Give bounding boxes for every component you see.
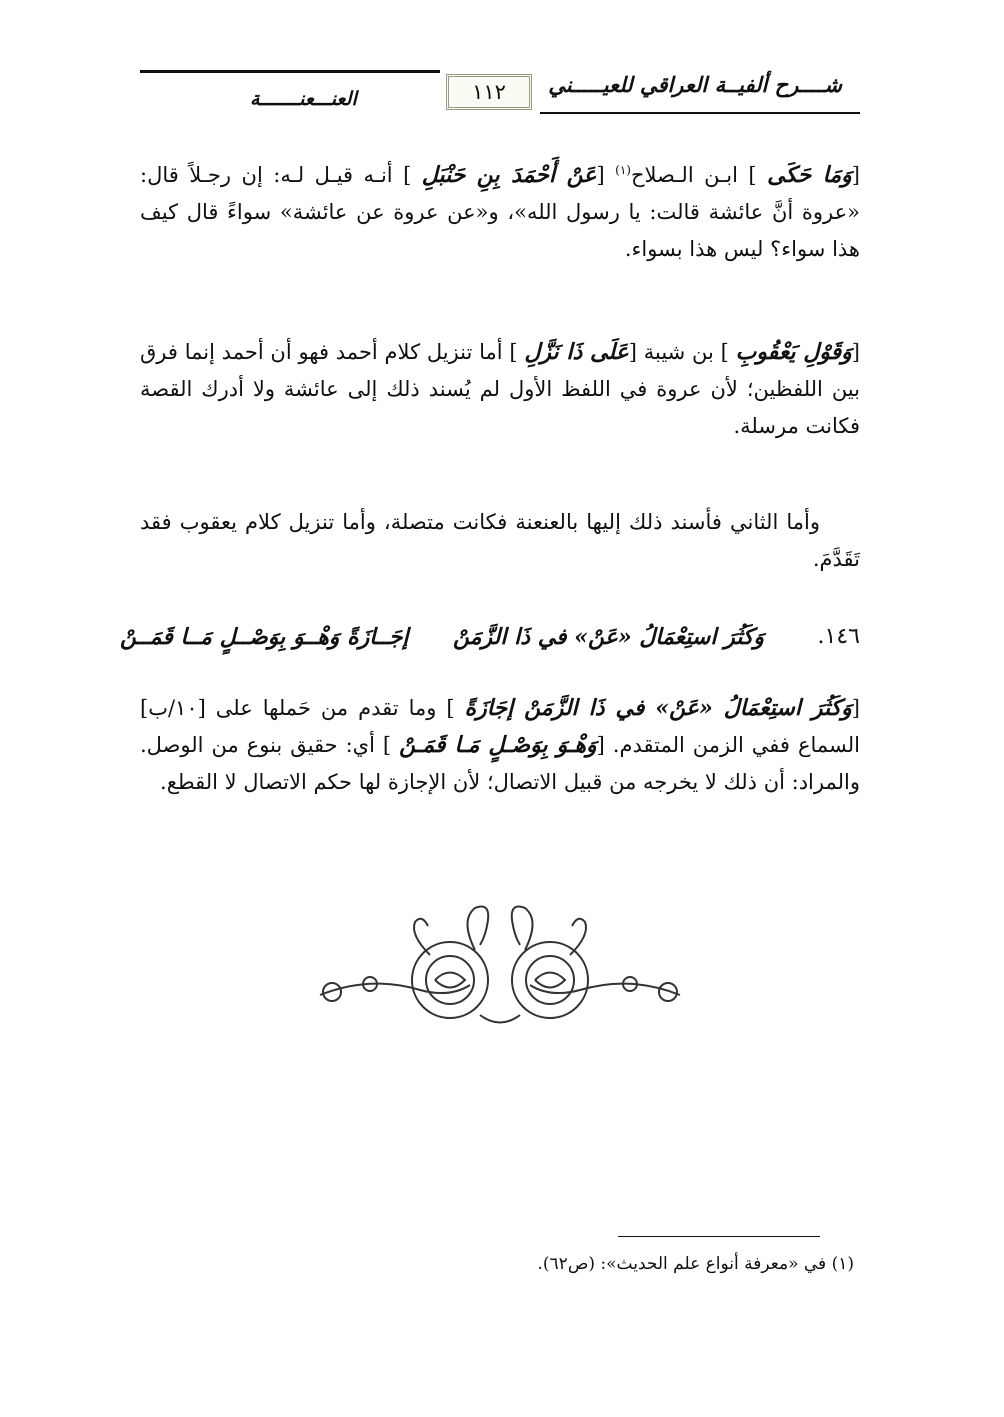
verse-quote: وَكَثُرَ استِعْمَالُ «عَنْ» في ذَا الزَّمَنْ إجَازَةً bbox=[464, 695, 852, 721]
page-header bbox=[140, 68, 860, 118]
verse-number: ١٤٦. bbox=[817, 624, 860, 649]
header-rule-left bbox=[140, 70, 440, 73]
paragraph-4: [وَكَثُرَ استِعْمَالُ «عَنْ» في ذَا الزَّمَنْ إجَازَةً ] وما تقدم من حَملها على [١٠/ب] السماع ففي الزمن المتقدم. [وَهْـوَ بِوَصْـلٍ مَـا قَمَـنْ ] أي: حقيق بنوع من الوصل. والمراد: أن ذلك لا يخرجه من قبيل الاتصال؛ لأن الإجازة لها حكم الاتصال لا القطع. bbox=[140, 695, 860, 794]
verse-quote: عَلَى ذَا نَزَّلِ bbox=[524, 339, 629, 365]
running-chapter-title: العنـــعنـــــــة bbox=[250, 88, 357, 110]
verse-line bbox=[120, 624, 860, 664]
footnote-marker: (١) bbox=[615, 163, 631, 177]
header-rule-right bbox=[540, 112, 860, 114]
paragraph-1: [وَمَا حَكَى ] ابـن الـصلاح$^{(١)}$ [عَنْ أَحْمَدَ بِنِ حَنْبَلِ ] أنـه قيـل لـه: إن رجـلاً قال: «عروة أنَّ عائشة قالت: يا رسول الله»، و«عن عروة عن عائشة» سواءً قال كيف هذا سواء؟ ليس هذا بسواء. bbox=[140, 162, 860, 261]
page-number: ١١٢ bbox=[446, 74, 532, 110]
footnote: (١) في «معرفة أنواع علم الحديث»: (ص٦٢). bbox=[537, 1254, 854, 1274]
verse-first-hemistich: وَكَثُرَ استِعْمَالُ «عَنْ» في ذَا الزَّمَنْ bbox=[453, 624, 764, 650]
verse-quote: عَنْ أَحْمَدَ بِنِ حَنْبَلِ bbox=[421, 162, 597, 188]
verse-quote: وَقَوْلِ يَعْقُوبِ bbox=[735, 339, 852, 365]
verse-quote: وَمَا حَكَى bbox=[767, 162, 852, 188]
verse-quote: وَهْـوَ بِوَصْـلٍ مَـا قَمَـنْ bbox=[399, 732, 597, 758]
running-book-title: شــــرح ألفيــة العراقي للعيـــــني bbox=[548, 72, 842, 97]
footnote-separator bbox=[618, 1236, 820, 1237]
verse-second-hemistich: إجَــازَةً وَهْــوَ بِوَصْــلٍ مَــا قَمَــنْ bbox=[120, 624, 409, 650]
paragraph-2: [وَقَوْلِ يَعْقُوبِ ] بن شيبة [عَلَى ذَا نَزَّلِ ] أما تنزيل كلام أحمد فهو أن أحمد إنما فرق بين اللفظين؛ لأن عروة في اللفظ الأول لم يُسند ذلك إلى عائشة ولا أدرك القصة فكانت مرسلة. bbox=[140, 339, 860, 438]
floral-divider-ornament-icon bbox=[310, 900, 690, 1035]
paragraph-3: وأما الثاني فأسند ذلك إليها بالعنعنة فكانت متصلة، وأما تنزيل كلام يعقوب فقد تَقَدَّمَ. bbox=[140, 510, 860, 571]
